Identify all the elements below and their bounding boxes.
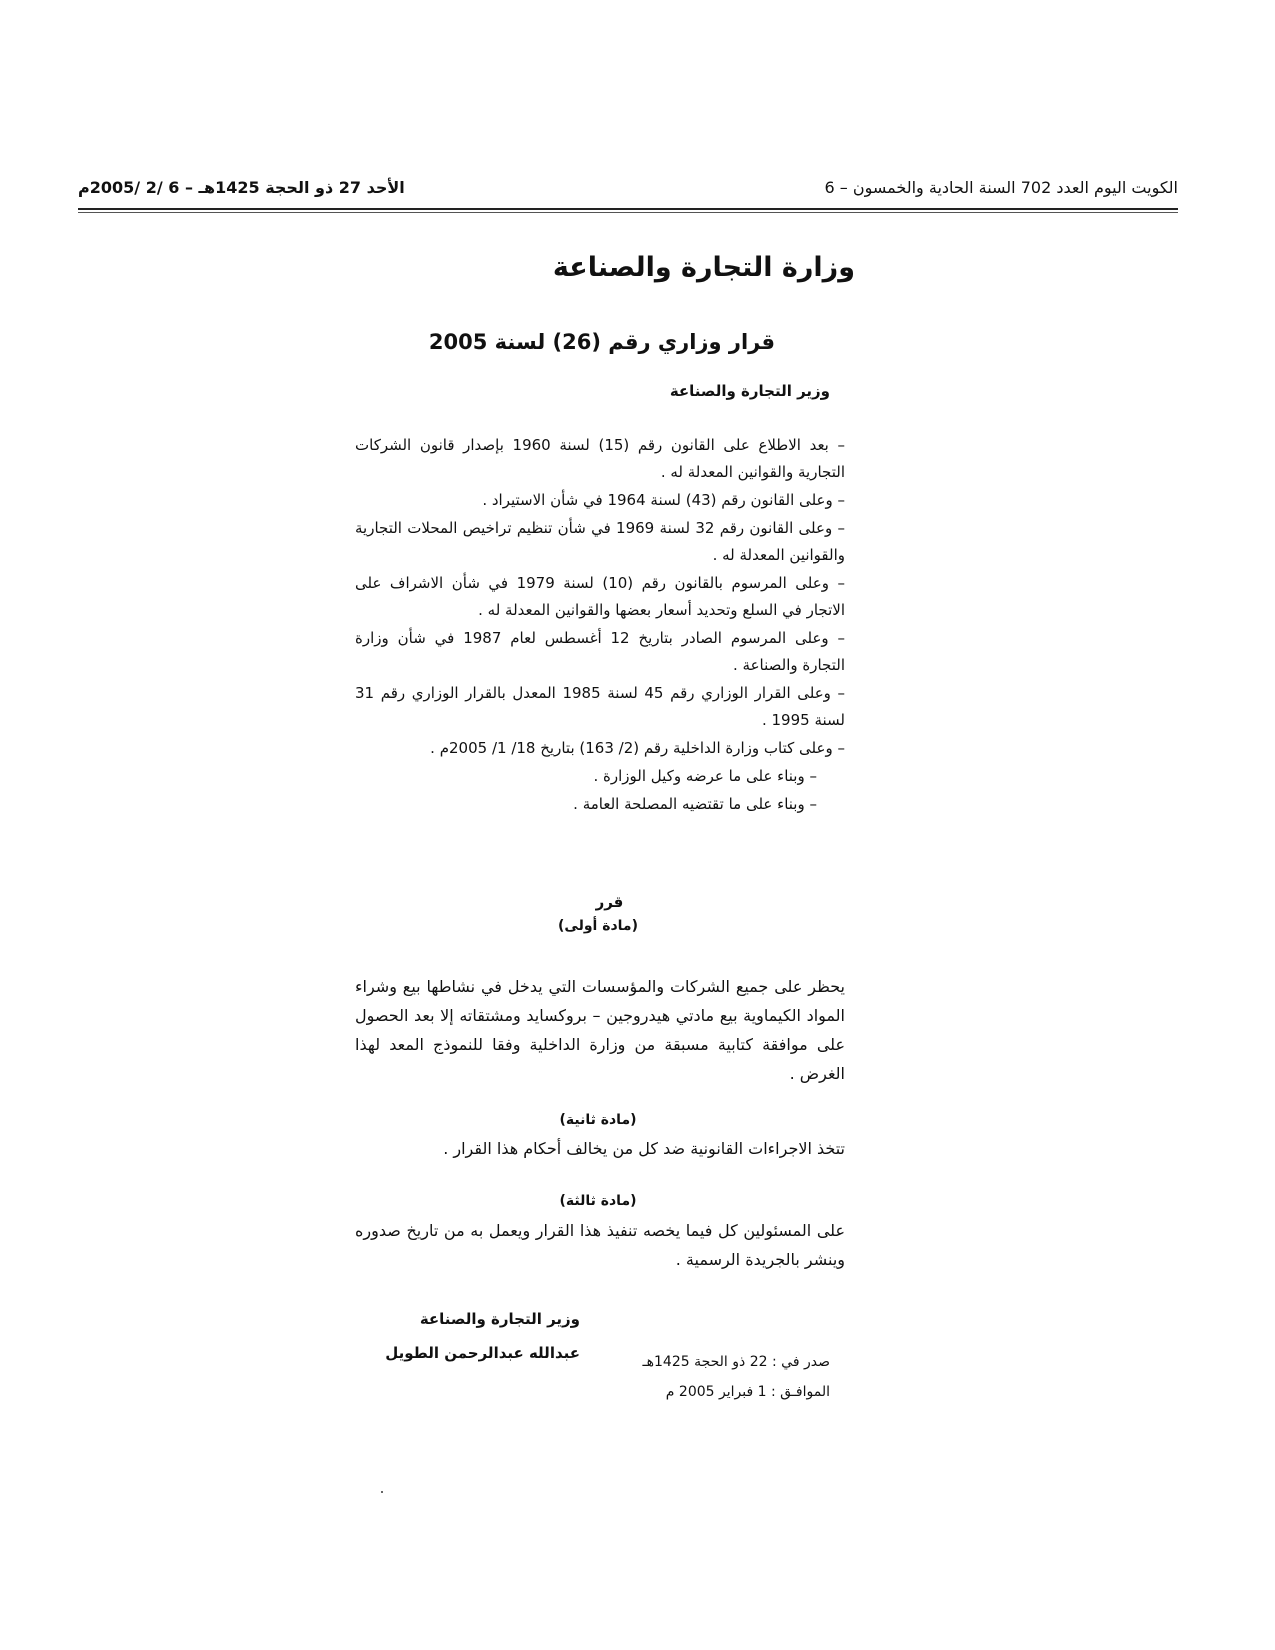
decided-heading	[0, 893, 1275, 911]
preamble-item: – وبناء على ما عرضه وكيل الوزارة .	[593, 767, 817, 785]
page-header	[78, 178, 1178, 208]
signatory-title: وزير التجارة والصناعة	[419, 1310, 580, 1328]
minister-intro: وزير التجارة والصناعة	[669, 382, 830, 400]
header-date: الأحد 27 ذو الحجة 1425هـ – 6 /2 /2005م	[78, 178, 405, 197]
decided-word: قرر	[595, 893, 624, 911]
preamble-item: – وبناء على ما تقتضيه المصلحة العامة .	[573, 795, 817, 813]
scan-speck	[381, 1491, 383, 1493]
preamble-item: – بعد الاطلاع على القانون رقم (15) لسنة 1960 بإصدار قانون الشركات التجارية والقوانين المعدلة له .	[355, 436, 845, 481]
article-3-text	[355, 1216, 845, 1274]
article-3-paragraph: على المسئولين كل فيما يخصه تنفيذ هذا القرار ويعمل به من تاريخ صدوره وينشر بالجريدة الرسمية .	[355, 1221, 845, 1269]
issue-date-block	[643, 1347, 830, 1407]
preamble-item: – وعلى القانون رقم 32 لسنة 1969 في شأن تنظيم تراخيص المحلات التجارية والقوانين المعدلة له .	[355, 519, 846, 564]
article-3-heading: (مادة ثالثة)	[559, 1193, 637, 1209]
ministry-title: وزارة التجارة والصناعة	[552, 252, 855, 283]
issued-hijri-date: صدر في : 22 ذو الحجة 1425هـ	[642, 1354, 830, 1370]
article-1-heading: (مادة أولى)	[558, 918, 638, 934]
preamble-item: – وعلى المرسوم بالقانون رقم (10) لسنة 1979 في شأن الاشراف على الاتجار في السلع وتحديد أسعار بعضها والقوانين المعدلة له .	[355, 574, 845, 619]
issued-gregorian-date: الموافـق : 1 فبراير 2005 م	[665, 1384, 830, 1400]
signatory-name: عبدالله عبدالرحمن الطويل	[385, 1344, 580, 1362]
article-2-paragraph: تتخذ الاجراءات القانونية ضد كل من يخالف أحكام هذا القرار .	[443, 1139, 845, 1158]
header-issue-info: الكويت اليوم العدد 702 السنة الحادية والخمسون – 6	[824, 178, 1178, 197]
article-1-text	[355, 972, 845, 1088]
preamble-item: – وعلى المرسوم الصادر بتاريخ 12 أغسطس لعام 1987 في شأن وزارة التجارة والصناعة .	[355, 629, 846, 674]
header-divider-thin	[78, 212, 1178, 213]
preamble	[355, 432, 845, 819]
preamble-item: – وعلى كتاب وزارة الداخلية رقم (2/ 163) بتاريخ 18/ 1/ 2005م .	[430, 739, 845, 757]
signature-block	[385, 1302, 580, 1370]
article-2-text	[355, 1134, 845, 1163]
decree-title: قرار وزاري رقم (26) لسنة 2005	[428, 330, 775, 354]
article-1-paragraph: يحظر على جميع الشركات والمؤسسات التي يدخل في نشاطها بيع وشراء المواد الكيماوية بيع مادتي هيدروجين – بروكسايد ومشتقاته إلا بعد الحصول على موافقة كتابية مسبقة من وزارة الداخلية وفقا للنموذج المعد لهذا الغرض .	[355, 977, 845, 1083]
preamble-item: – وعلى القرار الوزاري رقم 45 لسنة 1985 المعدل بالقرار الوزاري رقم 31 لسنة 1995 .	[355, 684, 845, 729]
header-divider	[78, 208, 1178, 210]
article-2-heading: (مادة ثانية)	[559, 1112, 637, 1128]
preamble-item: – وعلى القانون رقم (43) لسنة 1964 في شأن الاستيراد .	[482, 491, 845, 509]
